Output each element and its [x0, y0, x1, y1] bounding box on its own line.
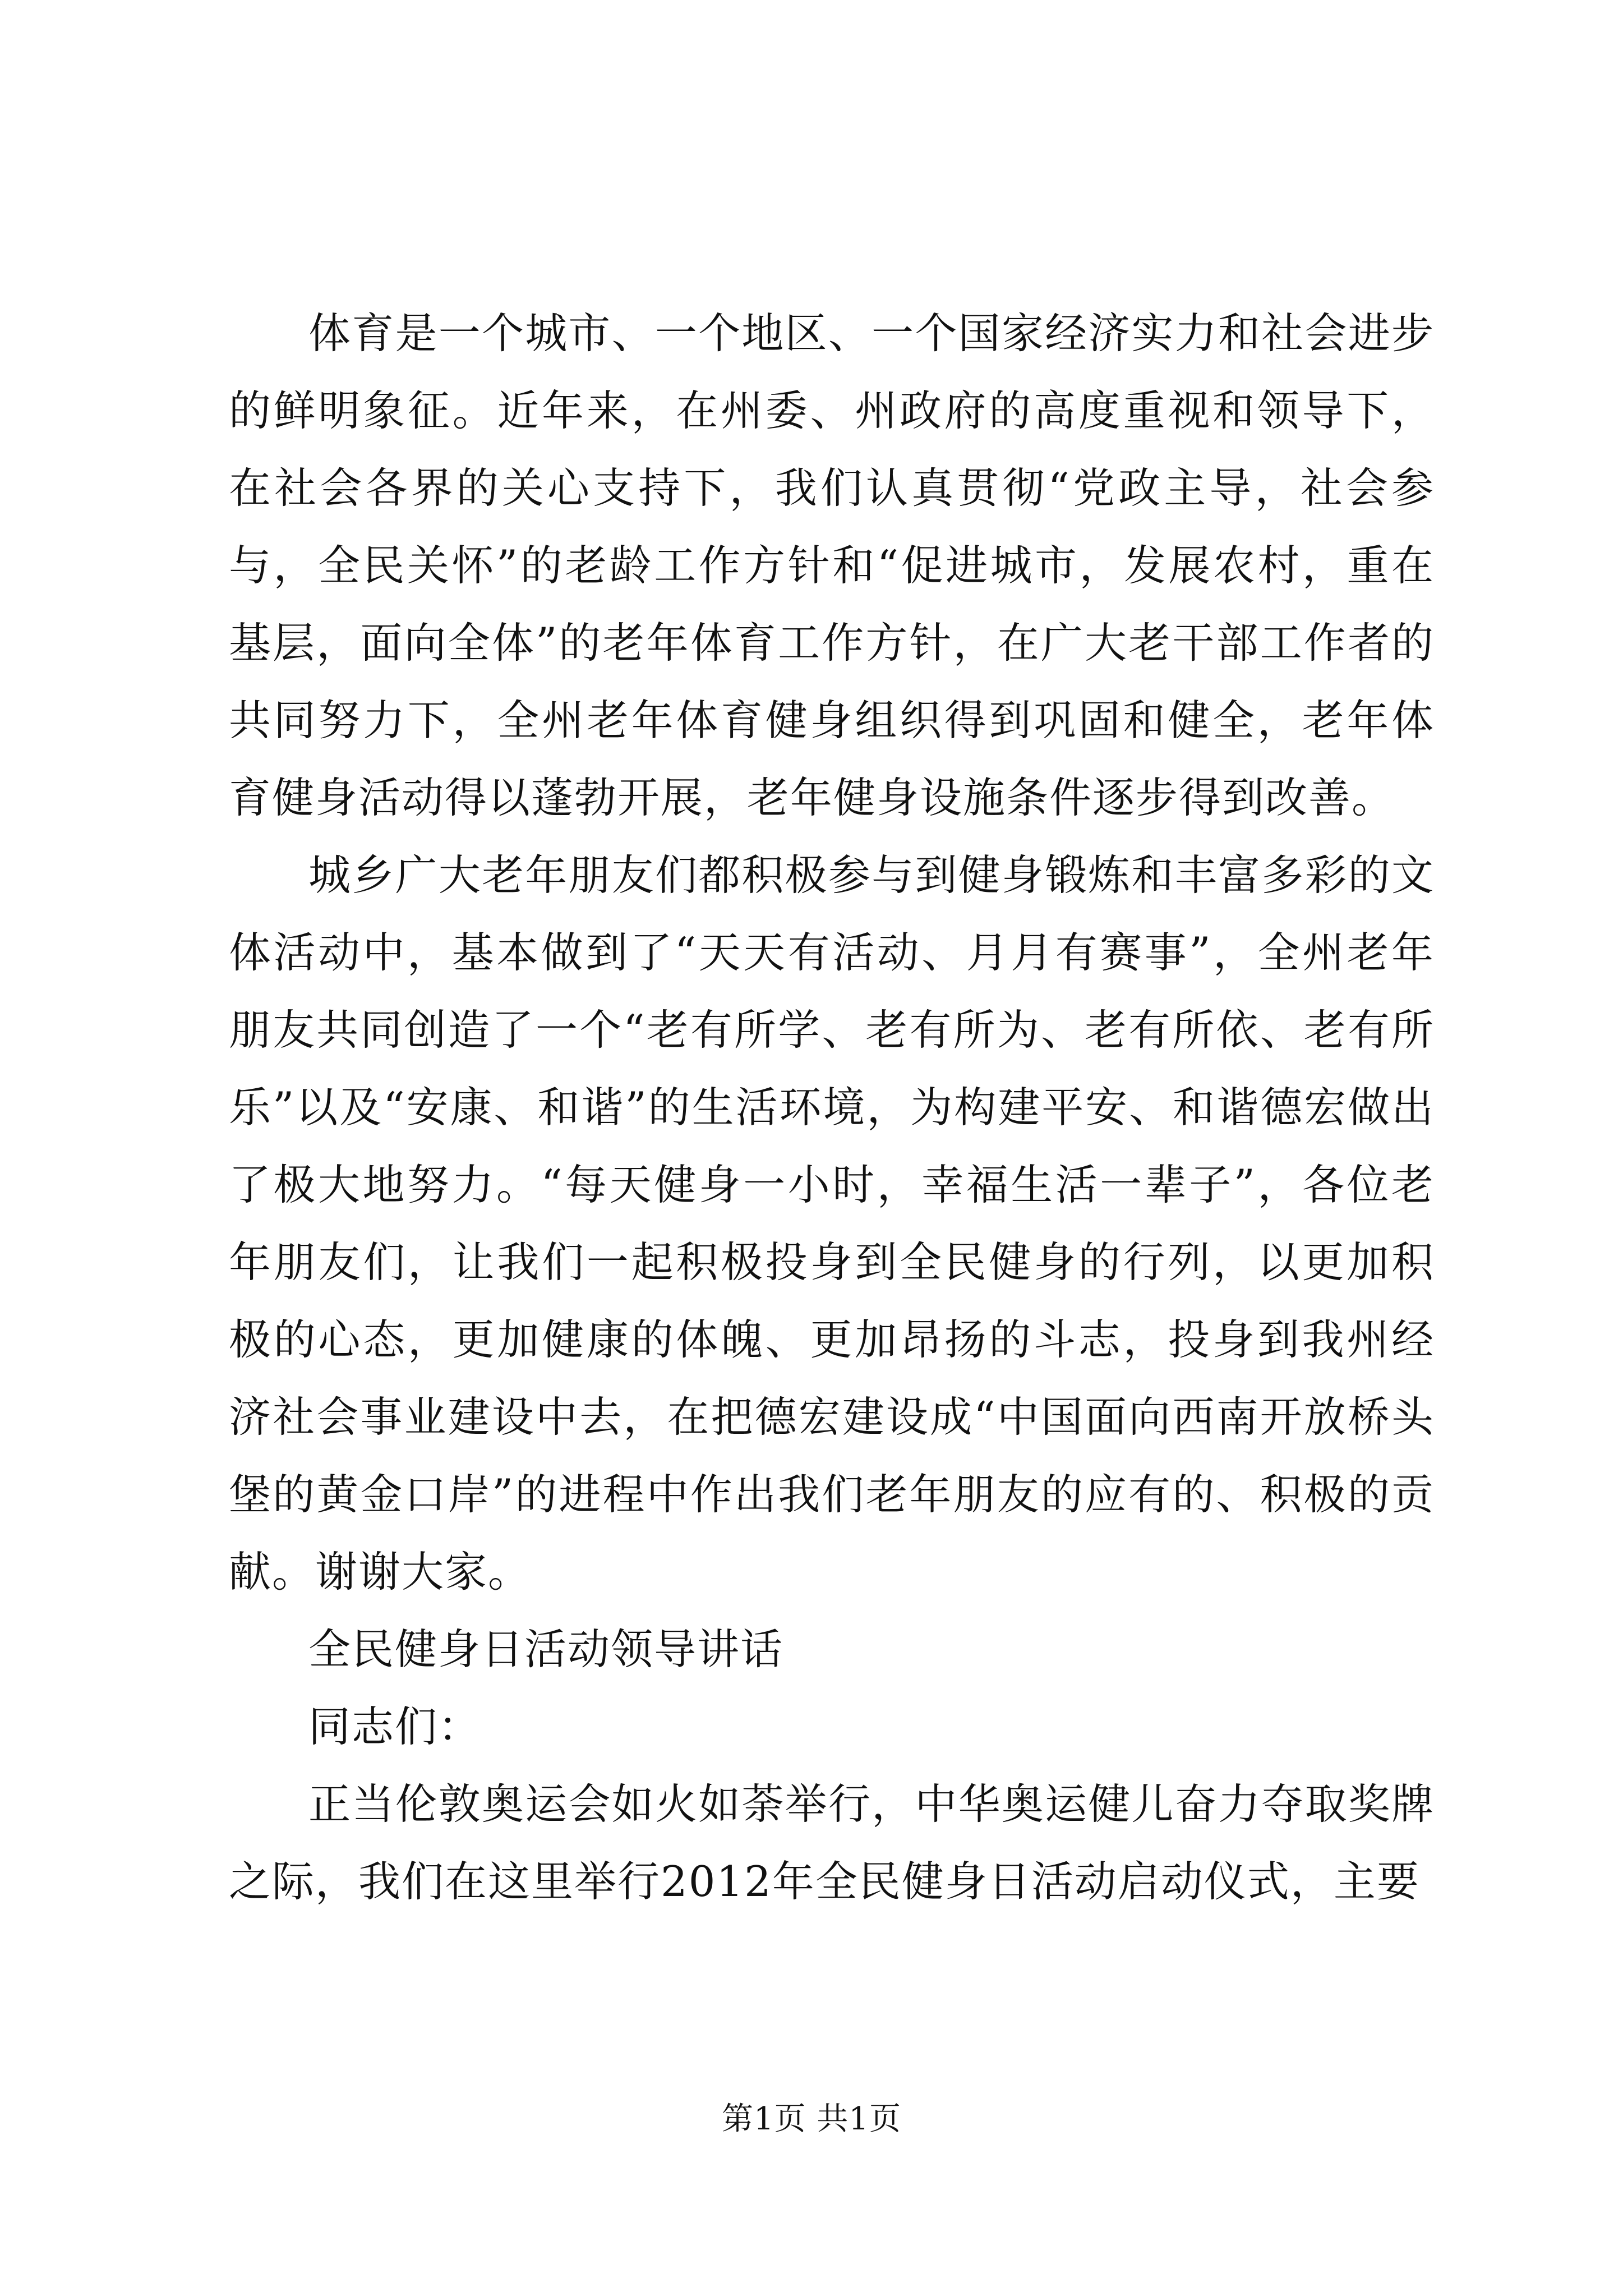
salutation: 同志们： — [308, 1702, 482, 1751]
paragraph-3: 正当伦敦奥运会如火如荼举行，中华奥运健儿奋力夺取奖牌之际，我们在这里举行2012年全民健身日活动启动仪式，主要 — [229, 1779, 1435, 1906]
section-title: 全民健身日活动领导讲话 — [308, 1625, 784, 1674]
paragraph-2: 城乡广大老年朋友们都积极参与到健身锻炼和丰富多彩的文体活动中，基本做到了“天天有活动、月月有赛事”，全州老年朋友共同创造了一个“老有所学、老有所为、老有所依、老有所乐”以及“安康、和谐”的生活环境，为构建平安、和谐德宏做出了极大地努力。“每天健身一小时，幸福生活一辈子”，各位老年朋友们，让我们一起积极投身到全民健身的行列，以更加积极的心态，更加健康的体魄、更加昂扬的斗志，投身到我州经济社会事业建设中去，在把德宏建设成“中国面向西南开放桥头堡的黄金口岸”的进程中作出我们老年朋友的应有的、积极的贡献。谢谢大家。 — [229, 850, 1435, 1596]
page-footer: 第1页 共1页 — [721, 2101, 902, 2137]
document-body — [229, 295, 1435, 1920]
paragraph-1: 体育是一个城市、一个地区、一个国家经济实力和社会进步的鲜明象征。近年来，在州委、州政府的高度重视和领导下，在社会各界的关心支持下，我们认真贯彻“党政主导，社会参与，全民关怀”的老龄工作方针和“促进城市，发展农村，重在基层，面向全体”的老年体育工作方针，在广大老干部工作者的共同努力下，全州老年体育健身组织得到巩固和健全，老年体育健身活动得以蓬勃开展，老年健身设施条件逐步得到改善。 — [229, 309, 1435, 822]
